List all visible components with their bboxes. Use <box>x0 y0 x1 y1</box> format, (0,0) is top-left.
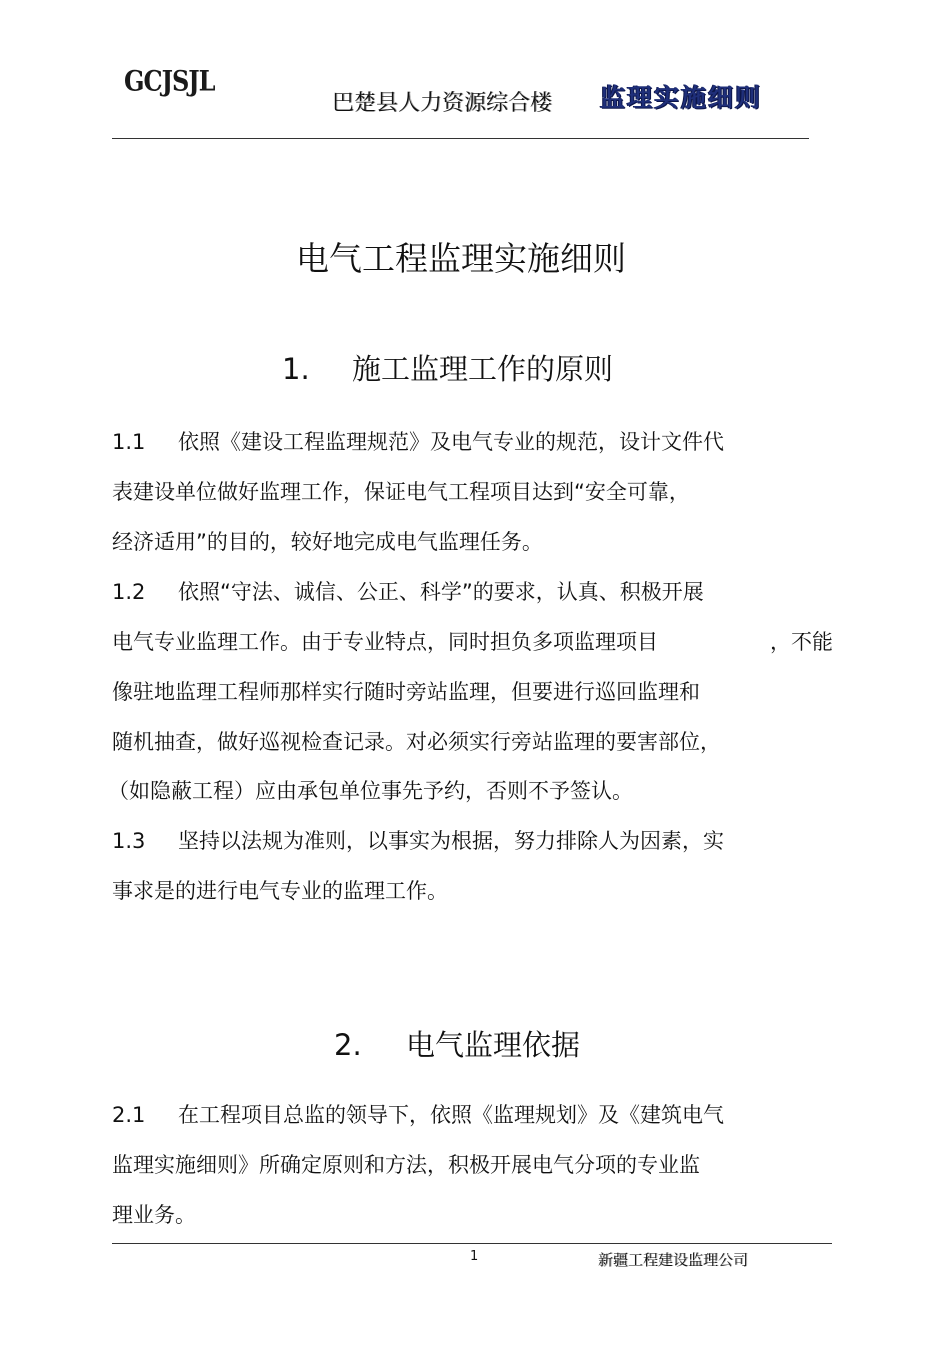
section-2-title: 电气监理依据 <box>406 1028 581 1062</box>
page-number: 1 <box>470 1249 479 1264</box>
company-logo: GCJSJL <box>124 63 215 98</box>
paragraph-1-3-line-1 <box>112 825 724 855</box>
paragraph-1-1-line-3: 经济适用”的目的，较好地完成电气监理任务。 <box>112 530 543 554</box>
paragraph-1-3-line-2: 事求是的进行电气专业的监理工作。 <box>112 879 448 903</box>
section-2-heading <box>334 1023 580 1064</box>
footer-divider <box>112 1243 832 1244</box>
paragraph-2-1-line-3: 理业务。 <box>112 1203 196 1227</box>
paragraph-1-2-line-1 <box>112 576 704 606</box>
header-project-name: 巴楚县人力资源综合楼 <box>332 91 553 116</box>
paragraph-text: 坚持以法规为准则，以事实为根据，努力排除人为因素，实 <box>178 829 724 853</box>
document-title: 电气工程监理实施细则 <box>296 239 626 278</box>
paragraph-1-2-line-5: （如隐蔽工程）应由承包单位事先予约，否则不予签认。 <box>108 779 633 803</box>
paragraph-1-2-line-4: 随机抽查，做好巡视检查记录。对必须实行旁站监理的要害部位， <box>112 730 721 754</box>
paragraph-text: 依照“守法、诚信、公正、科学”的要求，认真、积极开展 <box>178 580 704 604</box>
paragraph-1-2-line-2: 电气专业监理工作。由于专业特点，同时担负多项监理项目 <box>112 630 658 654</box>
paragraph-text: 在工程项目总监的领导下，依照《监理规划》及《建筑电气 <box>178 1103 724 1127</box>
paragraph-1-2-line-2-tail: ，不能 <box>770 630 833 654</box>
paragraph-2-1-number: 2.1 <box>112 1103 146 1127</box>
section-1-title: 施工监理工作的原则 <box>352 352 614 386</box>
footer-company-name: 新疆工程建设监理公司 <box>598 1251 749 1269</box>
paragraph-1-1-line-1 <box>112 426 724 456</box>
header-divider <box>112 138 809 139</box>
paragraph-text: 依照《建设工程监理规范》及电气专业的规范，设计文件代 <box>178 430 724 454</box>
paragraph-2-1-line-2: 监理实施细则》所确定原则和方法，积极开展电气分项的专业监 <box>112 1153 700 1177</box>
section-1-heading <box>282 347 613 388</box>
paragraph-1-3-number: 1.3 <box>112 829 146 853</box>
paragraph-2-1-line-1 <box>112 1099 724 1129</box>
paragraph-1-2-line-3: 像驻地监理工程师那样实行随时旁站监理，但要进行巡回监理和 <box>112 680 700 704</box>
paragraph-1-1-line-2: 表建设单位做好监理工作，保证电气工程项目达到“安全可靠， <box>112 480 690 504</box>
section-1-number: 1. <box>282 352 310 386</box>
section-2-number: 2. <box>334 1028 362 1062</box>
paragraph-1-1-number: 1.1 <box>112 430 146 454</box>
paragraph-1-2-number: 1.2 <box>112 580 146 604</box>
header-document-type: 监理实施细则 <box>600 83 763 112</box>
